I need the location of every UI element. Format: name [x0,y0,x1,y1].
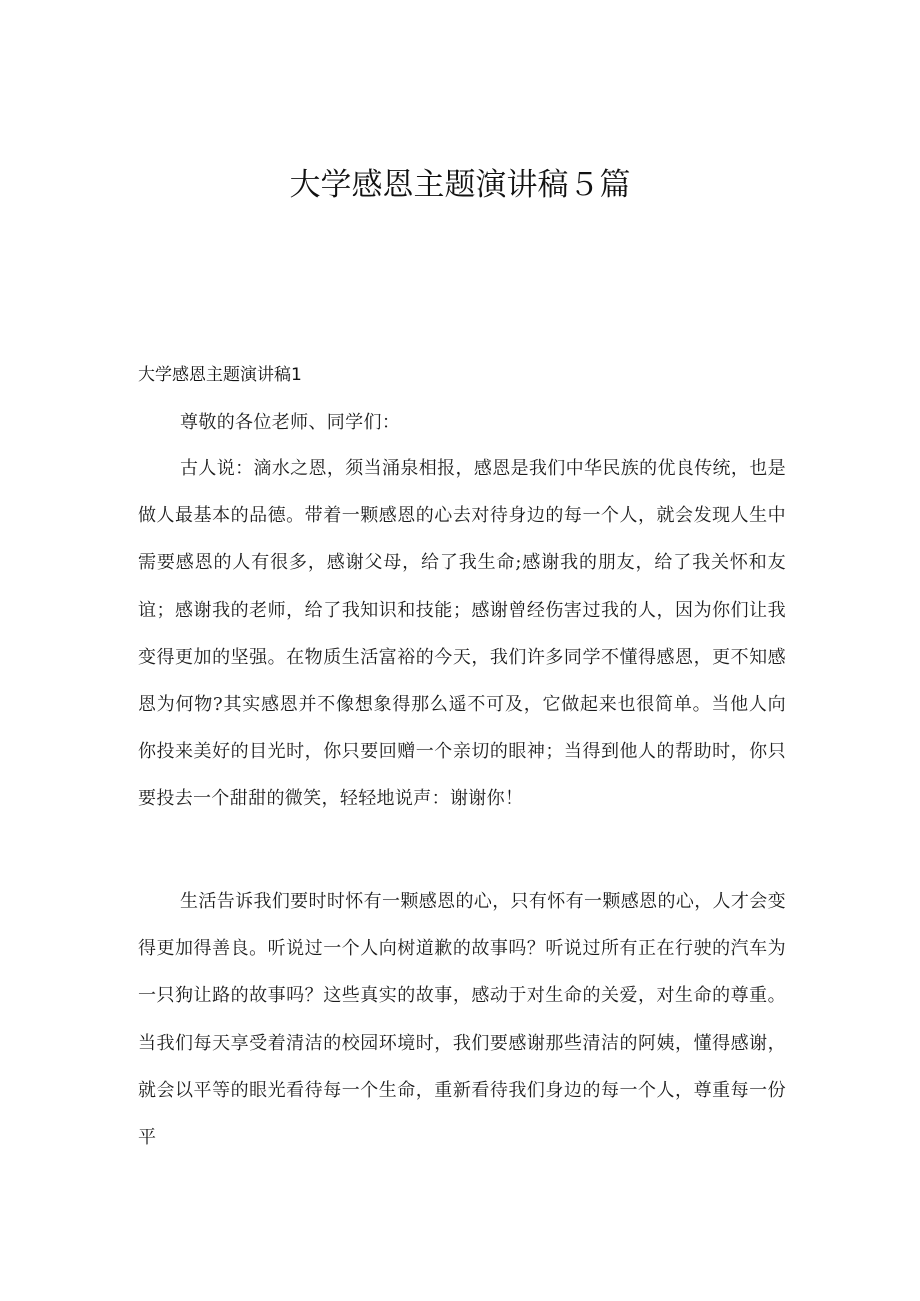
paragraph: 生活告诉我们要时时怀有一颗感恩的心，只有怀有一颗感恩的心，人才会变得更加得善良。听说过一个人向树道歉的故事吗？听说过所有正在行驶的汽车为一只狗让路的故事吗？这些真实的故事，感动于对生命的关爱，对生命的尊重。当我们每天享受着清洁的校园环境时，我们要感谢那些清洁的阿姨，懂得感谢，就会以平等的眼光看待每一个生命，重新看待我们身边的每一个人，尊重每一份平 [138,891,786,1149]
section-title: 大学感恩主题演讲稿1 [138,365,302,385]
paragraph-salutation: 尊敬的各位老师、同学们： [180,412,401,433]
paragraph: 古人说：滴水之恩，须当涌泉相报，感恩是我们中华民族的优良传统，也是做人最基本的品德。带着一颗感恩的心去对待身边的每一个人，就会发现人生中需要感恩的人有很多，感谢父母，给了我生命;感谢我的朋友，给了我关怀和友谊；感谢我的老师，给了我知识和技能；感谢曾经伤害过我的人，因为你们让我变得更加的坚强。在物质生活富裕的今天，我们许多同学不懂得感恩，更不知感恩为何物?其实感恩并不像想象得那么遥不可及，它做起来也很简单。当他人向你投来美好的目光时，你只要回赠一个亲切的眼神；当得到他人的帮助时，你只要投去一个甜甜的微笑，轻轻地说声：谢谢你！ [138,458,786,810]
document-title: 大学感恩主题演讲稿５篇 [289,167,631,203]
